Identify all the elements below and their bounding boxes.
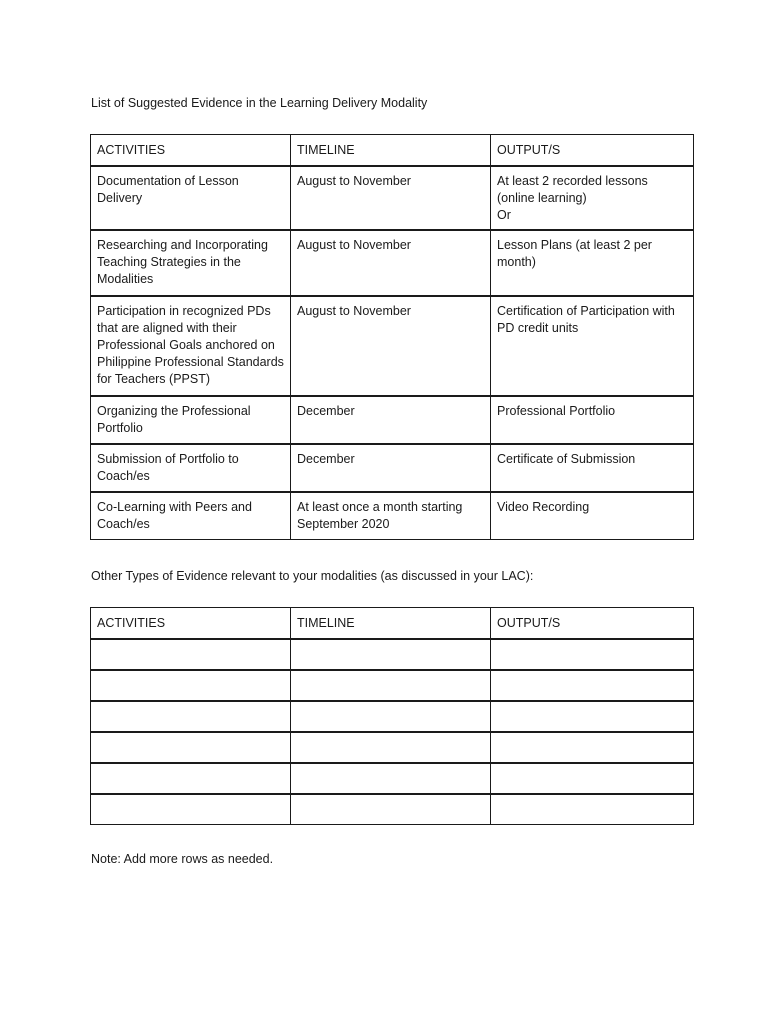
timeline-cell	[291, 701, 491, 732]
output-cell	[491, 230, 694, 296]
timeline-cell	[291, 492, 491, 540]
activity-text: Teaching Strategies in the	[97, 255, 241, 269]
timeline-cell	[291, 763, 491, 794]
table-row	[91, 230, 694, 296]
activity-text: Documentation of Lesson	[97, 174, 239, 188]
column-header-timeline: TIMELINE	[291, 135, 491, 167]
column-header-timeline: TIMELINE	[291, 608, 491, 640]
output-cell	[491, 732, 694, 763]
table-row	[91, 444, 694, 492]
empty-table-row	[91, 794, 694, 825]
activity-cell	[91, 492, 291, 540]
column-header-activities: ACTIVITIES	[91, 608, 291, 640]
table-row	[91, 296, 694, 396]
activity-text: Philippine Professional Standards	[97, 355, 284, 369]
timeline-cell	[291, 444, 491, 492]
empty-table-row	[91, 732, 694, 763]
activity-cell	[91, 444, 291, 492]
table-row	[91, 492, 694, 540]
output-cell	[491, 166, 694, 230]
output-text: (online learning)	[497, 191, 587, 205]
output-text: month)	[497, 255, 536, 269]
column-header-outputs: OUTPUT/S	[491, 135, 694, 167]
activity-text: Professional Goals anchored on	[97, 338, 275, 352]
suggested-evidence-table	[90, 134, 694, 540]
timeline-cell	[291, 230, 491, 296]
table-header-row	[91, 135, 694, 167]
output-text: Certification of Participation with	[497, 304, 675, 318]
column-header-outputs: OUTPUT/S	[491, 608, 694, 640]
output-cell	[491, 763, 694, 794]
activity-cell	[91, 639, 291, 670]
other-evidence-table	[90, 607, 694, 825]
timeline-text: August to November	[297, 304, 411, 318]
empty-table-row	[91, 670, 694, 701]
timeline-cell	[291, 670, 491, 701]
timeline-text: December	[297, 452, 355, 466]
output-text: At least 2 recorded lessons	[497, 174, 648, 188]
activity-text: for Teachers (PPST)	[97, 372, 211, 386]
timeline-text: August to November	[297, 174, 411, 188]
activity-text: that are aligned with their	[97, 321, 237, 335]
output-cell	[491, 296, 694, 396]
activity-cell	[91, 701, 291, 732]
empty-table-row	[91, 639, 694, 670]
output-text: PD credit units	[497, 321, 579, 335]
activity-text: Researching and Incorporating	[97, 238, 268, 252]
output-cell	[491, 444, 694, 492]
timeline-text: September 2020	[297, 517, 390, 531]
activity-text: Coach/es	[97, 469, 150, 483]
activity-cell	[91, 732, 291, 763]
activity-cell	[91, 763, 291, 794]
timeline-text: At least once a month starting	[297, 500, 463, 514]
other-evidence-heading: Other Types of Evidence relevant to your modalities (as discussed in your LAC):	[91, 569, 534, 583]
output-cell	[491, 492, 694, 540]
note-text: Note: Add more rows as needed.	[91, 852, 274, 866]
output-cell	[491, 794, 694, 825]
empty-table-row	[91, 701, 694, 732]
output-text: Professional Portfolio	[497, 404, 616, 418]
table-header-row	[91, 608, 694, 640]
activity-cell	[91, 396, 291, 444]
timeline-cell	[291, 639, 491, 670]
activity-text: Portfolio	[97, 421, 143, 435]
output-cell	[491, 701, 694, 732]
activity-text: Participation in recognized PDs	[97, 304, 271, 318]
activity-cell	[91, 166, 291, 230]
timeline-cell	[291, 396, 491, 444]
activity-text: Co-Learning with Peers and	[97, 500, 252, 514]
activity-text: Coach/es	[97, 517, 150, 531]
activity-cell	[91, 794, 291, 825]
activity-cell	[91, 670, 291, 701]
activity-cell	[91, 230, 291, 296]
activity-text: Submission of Portfolio to	[97, 452, 239, 466]
activity-text: Delivery	[97, 191, 143, 205]
activity-text: Modalities	[97, 272, 154, 286]
output-cell	[491, 396, 694, 444]
activity-cell	[91, 296, 291, 396]
table-row	[91, 396, 694, 444]
output-text: Lesson Plans (at least 2 per	[497, 238, 652, 252]
timeline-cell	[291, 794, 491, 825]
output-cell	[491, 670, 694, 701]
table-row	[91, 166, 694, 230]
timeline-cell	[291, 296, 491, 396]
suggested-evidence-heading: List of Suggested Evidence in the Learning Delivery Modality	[91, 96, 428, 110]
column-header-activities: ACTIVITIES	[91, 135, 291, 167]
output-cell	[491, 639, 694, 670]
output-text: Video Recording	[497, 500, 590, 514]
empty-table-row	[91, 763, 694, 794]
other-evidence-rows	[91, 639, 694, 825]
output-text: Certificate of Submission	[497, 452, 636, 466]
activity-text: Organizing the Professional	[97, 404, 251, 418]
timeline-cell	[291, 166, 491, 230]
timeline-cell	[291, 732, 491, 763]
timeline-text: August to November	[297, 238, 411, 252]
timeline-text: December	[297, 404, 355, 418]
output-text: Or	[497, 208, 511, 222]
